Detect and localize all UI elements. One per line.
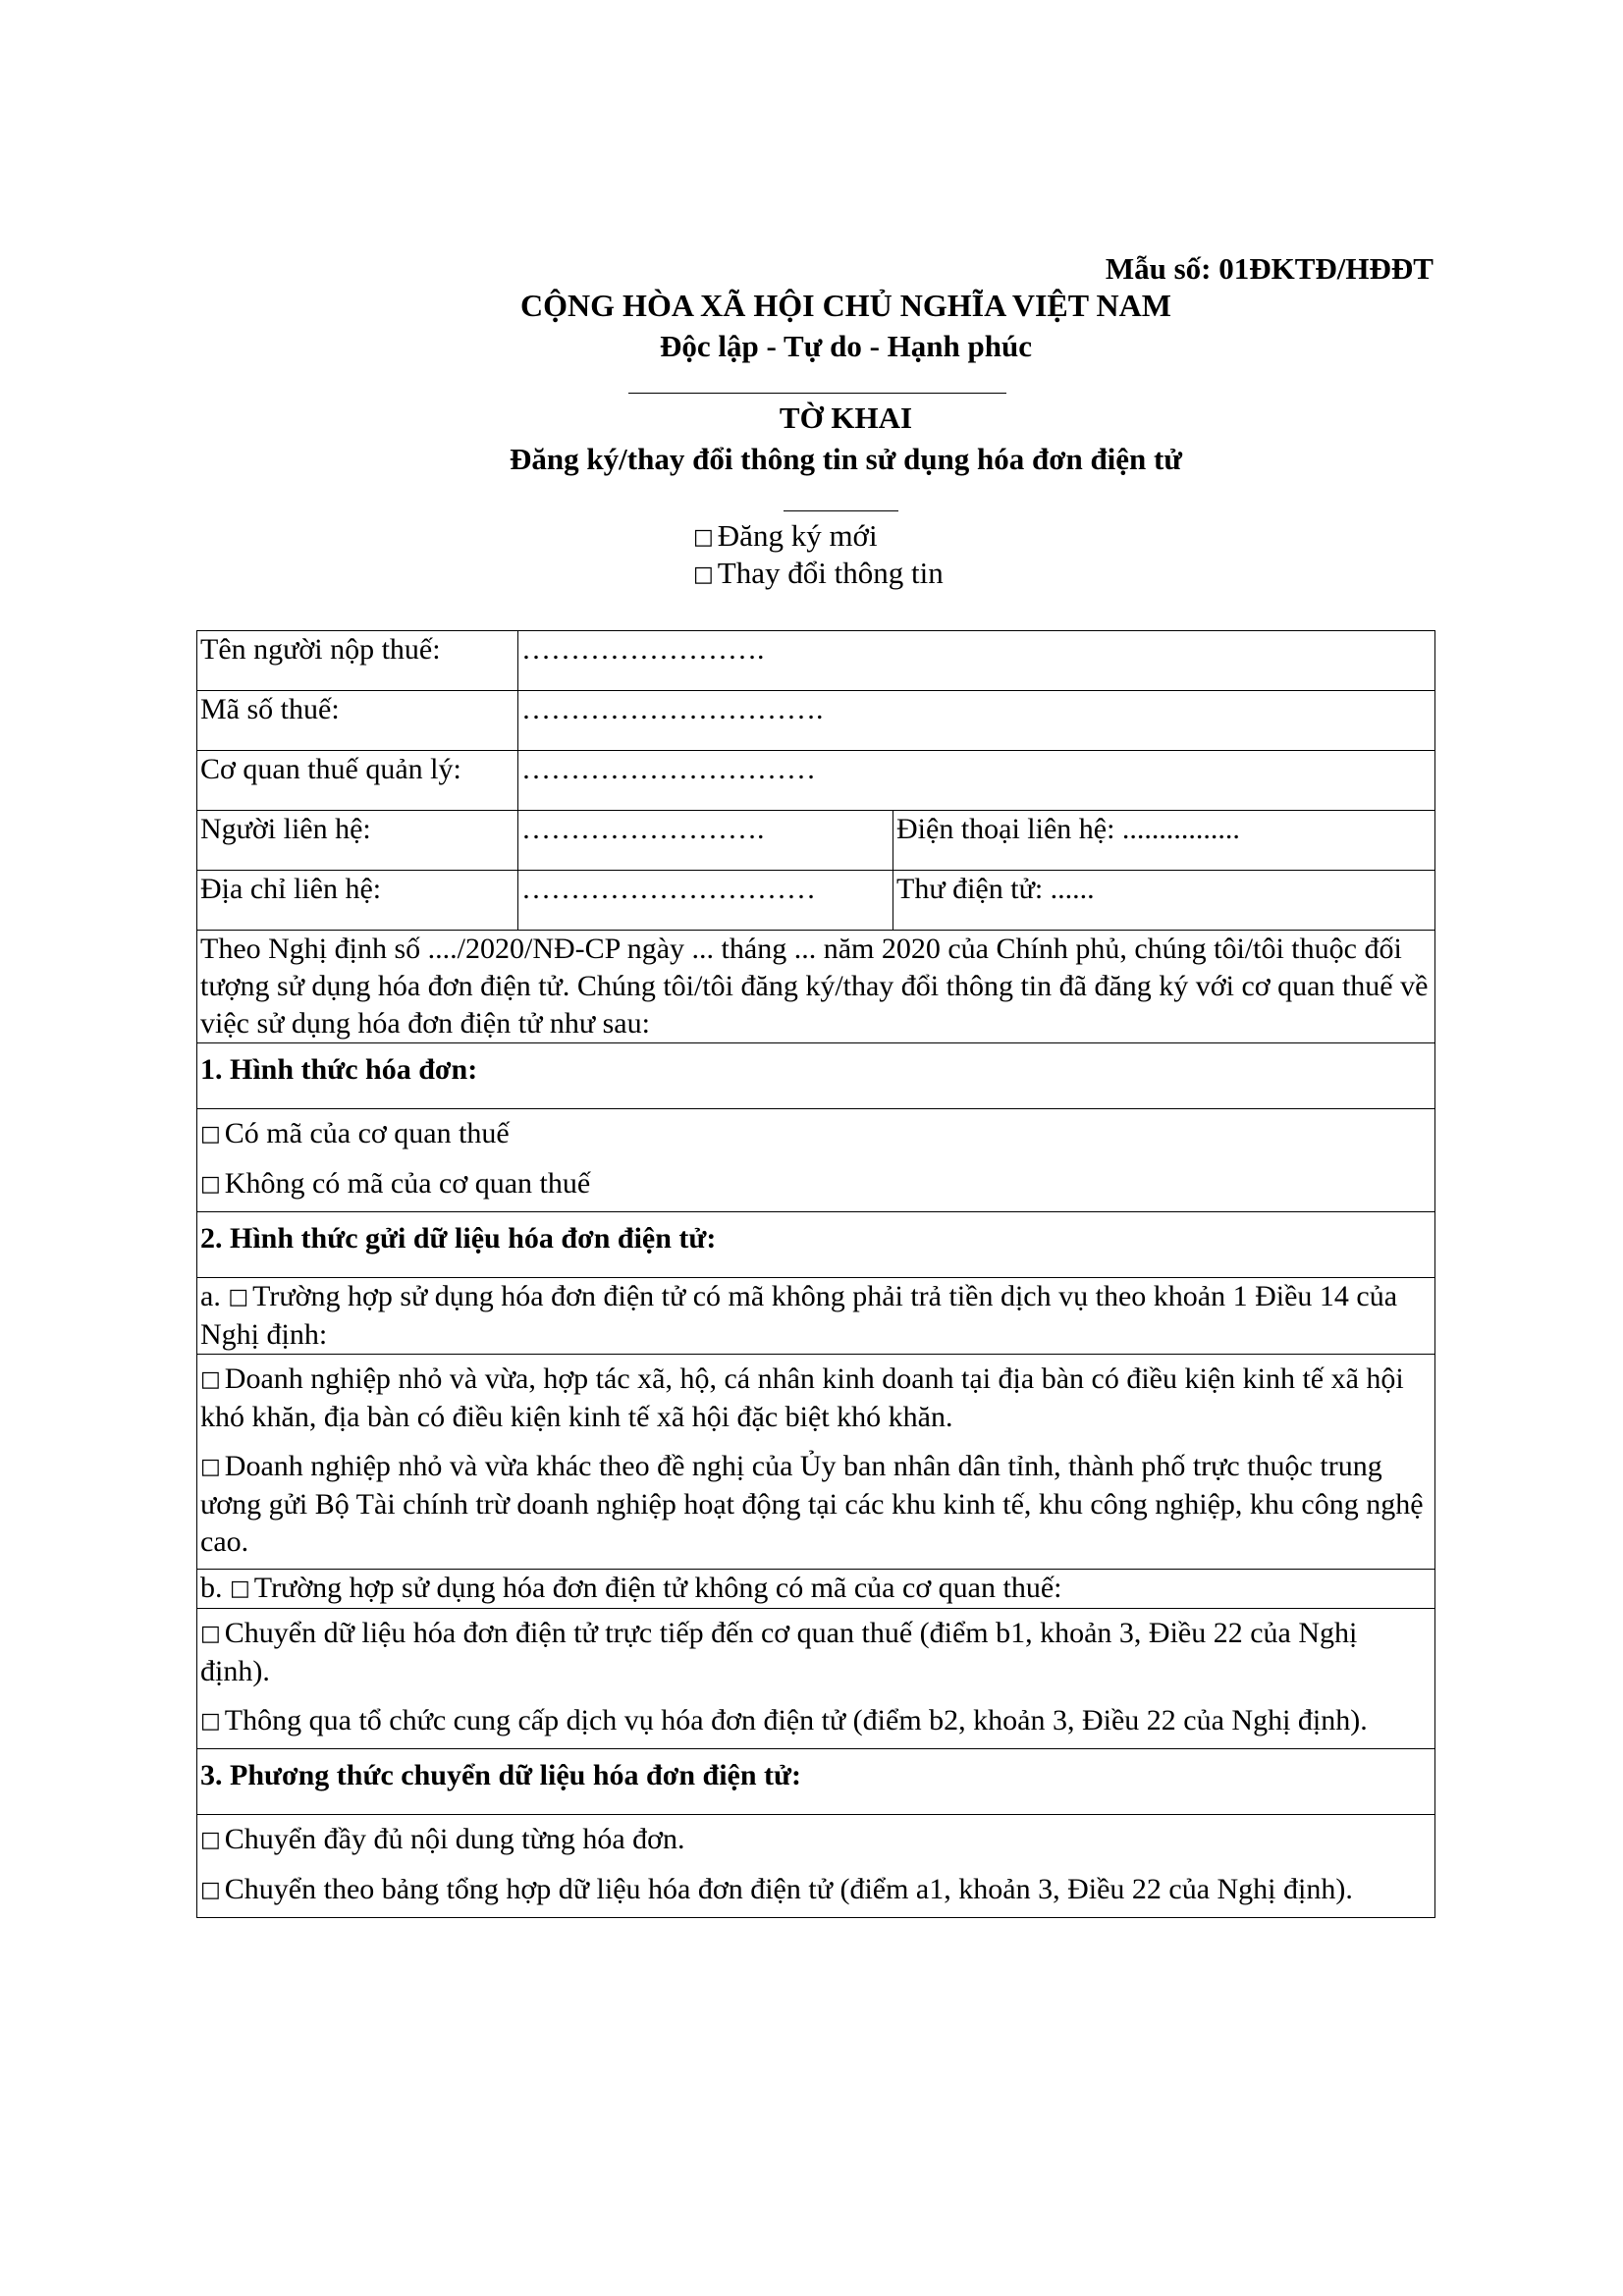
checkbox-icon[interactable]: □ [200, 1172, 221, 1197]
table-row [197, 931, 1435, 1043]
option-label: Doanh nghiệp nhỏ và vừa, hợp tác xã, hộ, cá nhân kinh doanh tại địa bàn có điều kiện kinh tế xã hội khó khăn, địa bàn có điều kiện kinh tế xã hội đặc biệt khó khăn. [200, 1362, 1404, 1433]
table-row [197, 1109, 1435, 1212]
option-direct-transfer[interactable] [200, 1615, 1432, 1690]
section3-options [197, 1815, 1435, 1918]
table-row [197, 1609, 1435, 1749]
section2a-options [197, 1355, 1435, 1570]
section2b-options [197, 1609, 1435, 1749]
checkbox-icon[interactable]: □ [200, 1878, 221, 1902]
option-full-invoice[interactable] [200, 1821, 1432, 1859]
choice-label: Đăng ký mới [717, 518, 878, 553]
national-title: CỘNG HÒA XÃ HỘI CHỦ NGHĨA VIỆT NAM [520, 288, 1171, 323]
form-code: Mẫu số: 01ĐKTĐ/HĐĐT [1105, 251, 1434, 286]
section2b[interactable] [197, 1570, 1435, 1609]
section1-options [197, 1109, 1435, 1212]
section2-heading: 2. Hình thức gửi dữ liệu hóa đơn điện tử: [197, 1212, 1435, 1278]
taxpayer-name-field[interactable]: ……………………. [518, 631, 1435, 691]
table-row [197, 871, 1435, 931]
divider-line [628, 393, 1006, 394]
checkbox-icon[interactable]: □ [200, 1622, 221, 1646]
checkbox-icon[interactable]: □ [693, 562, 714, 587]
field-label: Tên người nộp thuế: [197, 631, 518, 691]
option-label: Thông qua tổ chức cung cấp dịch vụ hóa đơn điện tử (điểm b2, khoản 3, Điều 22 của Nghị định). [224, 1704, 1368, 1736]
option-small-business-proposed[interactable] [200, 1448, 1432, 1561]
checkbox-icon[interactable]: □ [230, 1576, 250, 1601]
table-row [197, 811, 1435, 871]
contact-address-field[interactable]: ………………………… [518, 871, 893, 931]
table-row [197, 691, 1435, 751]
field-label: Mã số thuế: [197, 691, 518, 751]
table-row [197, 1749, 1435, 1815]
section2a[interactable] [197, 1278, 1435, 1355]
option-without-code[interactable] [200, 1165, 1432, 1203]
tax-office-field[interactable]: ………………………… [518, 751, 1435, 811]
choice-label: Thay đổi thông tin [717, 556, 944, 590]
option-via-provider[interactable] [200, 1702, 1432, 1740]
document-subtitle: Đăng ký/thay đổi thông tin sử dụng hóa đơn điện tử [510, 442, 1182, 476]
option-label: Có mã của cơ quan thuế [224, 1117, 510, 1149]
table-row [197, 1278, 1435, 1355]
option-with-code[interactable] [200, 1115, 1432, 1153]
contact-email-field[interactable]: Thư điện tử: ...... [893, 871, 1435, 931]
national-motto: Độc lập - Tự do - Hạnh phúc [660, 329, 1032, 363]
table-row [197, 1355, 1435, 1570]
field-label: Địa chỉ liên hệ: [197, 871, 518, 931]
option-label: Không có mã của cơ quan thuế [224, 1167, 591, 1200]
option-summary-table[interactable] [200, 1871, 1432, 1909]
table-row [197, 1570, 1435, 1609]
document-title: TỜ KHAI [779, 400, 913, 435]
choice-register-new[interactable] [693, 518, 878, 554]
checkbox-icon[interactable]: □ [200, 1122, 221, 1147]
divider-line-short [784, 510, 898, 511]
item-prefix: a. [200, 1280, 221, 1312]
checkbox-icon[interactable]: □ [200, 1455, 221, 1479]
contact-phone-field[interactable]: Điện thoại liên hệ: ................ [893, 811, 1435, 871]
option-label: Doanh nghiệp nhỏ và vừa khác theo đề nghị của Ủy ban nhân dân tỉnh, thành phố trực thuộc trung ương gửi Bộ Tài chính trừ doanh nghiệp hoạt động tại các khu kinh tế, khu công nghiệp, khu công nghệ cao. [200, 1450, 1424, 1558]
field-label: Người liên hệ: [197, 811, 518, 871]
checkbox-icon[interactable]: □ [200, 1367, 221, 1392]
item-prefix: b. [200, 1572, 223, 1604]
table-row [197, 1815, 1435, 1918]
choice-change-info[interactable] [693, 556, 944, 591]
table-row [197, 631, 1435, 691]
checkbox-icon[interactable]: □ [228, 1285, 249, 1309]
table-row [197, 751, 1435, 811]
section2b-text: Trường hợp sử dụng hóa đơn điện tử không có mã của cơ quan thuế: [253, 1572, 1062, 1604]
table-row [197, 1043, 1435, 1109]
tax-code-field[interactable]: …………………………. [518, 691, 1435, 751]
intro-paragraph: Theo Nghị định số ..../2020/NĐ-CP ngày ... tháng ... năm 2020 của Chính phủ, chúng tôi/tôi thuộc đối tượng sử dụng hóa đơn điện tử. Chúng tôi/tôi đăng ký/thay đổi thông tin đã đăng ký với cơ quan thuế về việc sử dụng hóa đơn điện tử như sau: [197, 931, 1435, 1043]
table-row [197, 1212, 1435, 1278]
registration-table [196, 630, 1435, 1918]
option-label: Chuyển dữ liệu hóa đơn điện tử trực tiếp đến cơ quan thuế (điểm b1, khoản 3, Điều 22 của Nghị định). [200, 1617, 1358, 1687]
option-label: Chuyển đầy đủ nội dung từng hóa đơn. [224, 1823, 685, 1855]
option-small-business-difficult-area[interactable] [200, 1361, 1432, 1436]
checkbox-icon[interactable]: □ [200, 1709, 221, 1734]
section3-heading: 3. Phương thức chuyển dữ liệu hóa đơn điện tử: [197, 1749, 1435, 1815]
contact-person-field[interactable]: ……………………. [518, 811, 893, 871]
option-label: Chuyển theo bảng tổng hợp dữ liệu hóa đơn điện tử (điểm a1, khoản 3, Điều 22 của Nghị định). [224, 1873, 1353, 1905]
checkbox-icon[interactable]: □ [693, 525, 714, 550]
section2a-text: Trường hợp sử dụng hóa đơn điện tử có mã không phải trả tiền dịch vụ theo khoản 1 Điều 14 của Nghị định: [200, 1280, 1398, 1351]
checkbox-icon[interactable]: □ [200, 1828, 221, 1852]
field-label: Cơ quan thuế quản lý: [197, 751, 518, 811]
section1-heading: 1. Hình thức hóa đơn: [197, 1043, 1435, 1109]
